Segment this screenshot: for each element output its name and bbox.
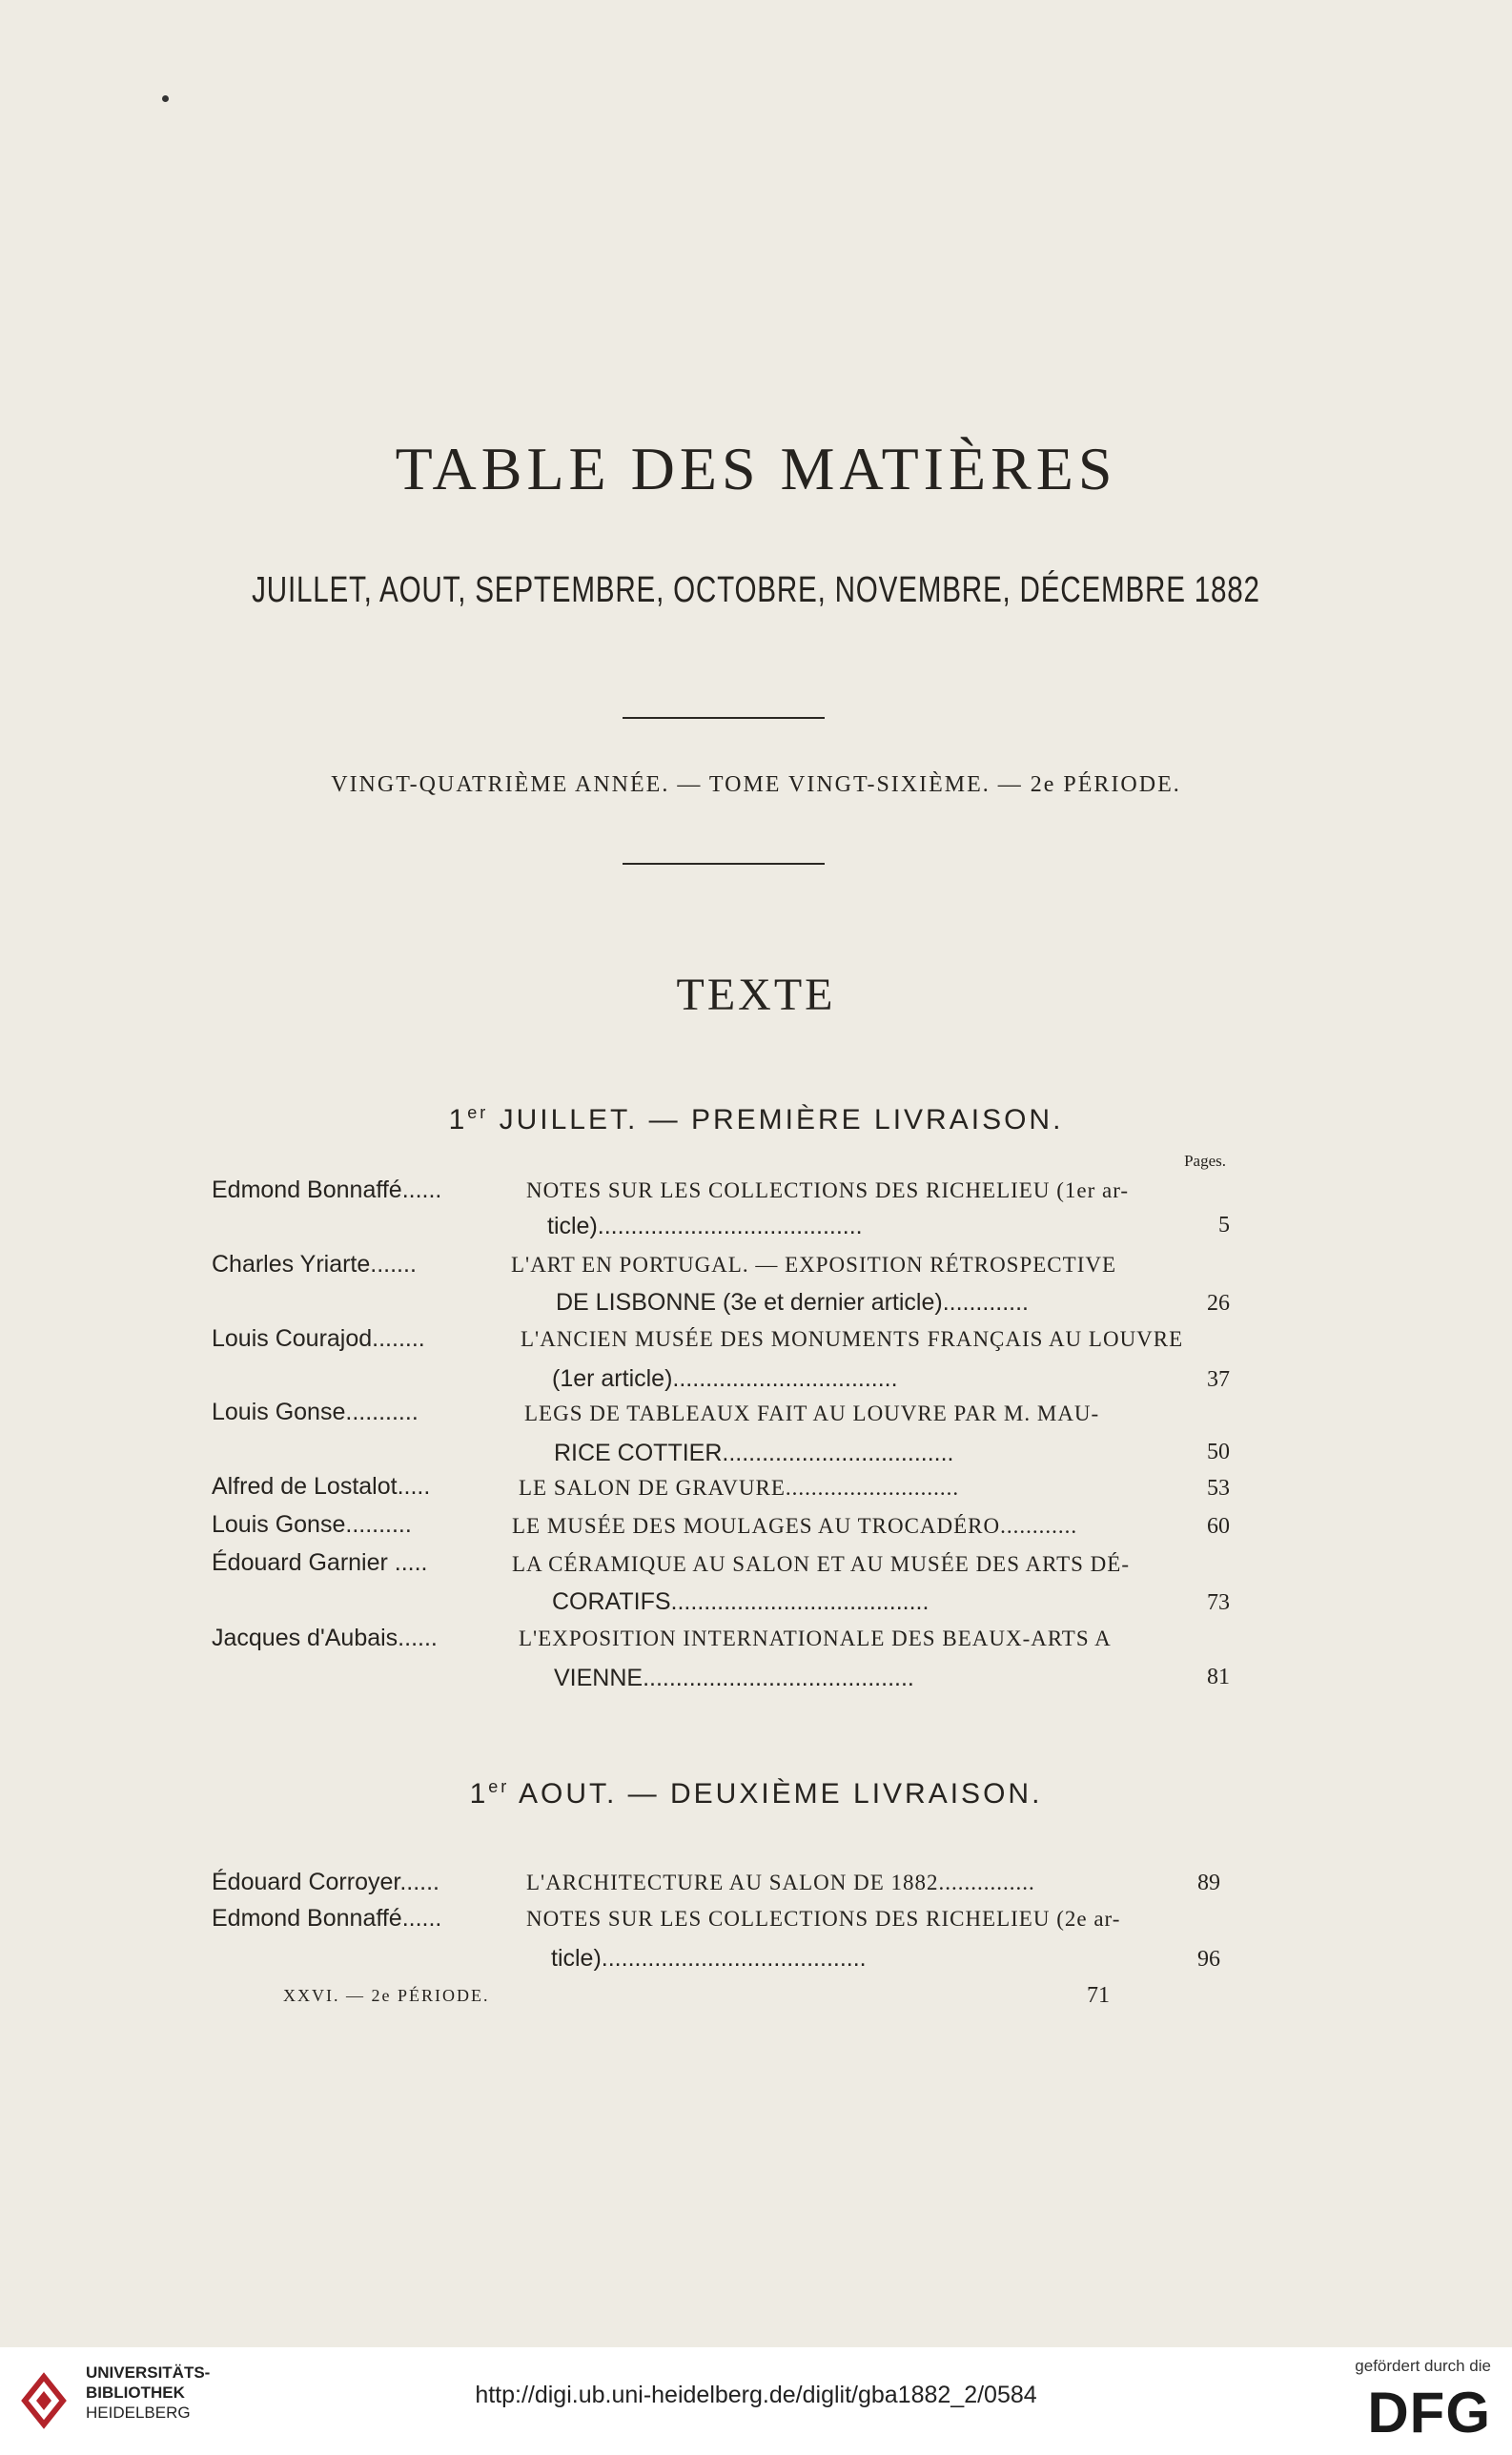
- entry-title: NOTES SUR LES COLLECTIONS DES RICHELIEU (2e ar-: [526, 1907, 1121, 1931]
- divider: [623, 863, 825, 865]
- section-title: TEXTE: [676, 970, 836, 1020]
- entry-title-cont: DE LISBONNE (3e et dernier article).............: [556, 1289, 1029, 1316]
- library-name: UNIVERSITÄTS- BIBLIOTHEK HEIDELBERG: [86, 2363, 211, 2422]
- entry-title: LEGS DE TABLEAUX FAIT AU LOUVRE PAR M. MAU-: [524, 1401, 1100, 1425]
- entry-author: Louis Courajod........: [212, 1325, 425, 1352]
- pages-column-label: Pages.: [1184, 1152, 1226, 1170]
- livraison-heading: 1er JUILLET. — PREMIÈRE LIVRAISON.: [448, 1103, 1064, 1135]
- entry-author: Charles Yriarte.......: [212, 1251, 417, 1278]
- date-range: JUILLET, AOUT, SEPTEMBRE, OCTOBRE, NOVEMBRE, DÉCEMBRE 1882: [252, 570, 1260, 610]
- entry-page: 5: [1218, 1213, 1230, 1238]
- entry-author: Edmond Bonnaffé......: [212, 1176, 442, 1203]
- volume-line: VINGT-QUATRIÈME ANNÉE. — TOME VINGT-SIXIÈME. — 2e PÉRIODE.: [331, 772, 1181, 797]
- livraison-heading: 1er AOUT. — DEUXIÈME LIVRAISON.: [469, 1777, 1043, 1810]
- entry-title-cont: CORATIFS.......................................: [552, 1588, 930, 1615]
- footer-page-number: 71: [1087, 1983, 1110, 2008]
- entry-title: L'EXPOSITION INTERNATIONALE DES BEAUX-ARTS A: [519, 1626, 1112, 1650]
- dfg-logo: DFG: [1367, 2381, 1491, 2445]
- entry-title-cont: RICE COTTIER...................................: [554, 1440, 954, 1466]
- entry-author: Jacques d'Aubais......: [212, 1625, 438, 1651]
- entry-title: LA CÉRAMIQUE AU SALON ET AU MUSÉE DES ARTS DÉ-: [512, 1552, 1130, 1576]
- entry-page: 89: [1197, 1871, 1220, 1895]
- entry-page: 96: [1197, 1947, 1220, 1972]
- entry-page: 37: [1207, 1367, 1230, 1392]
- footer-signature: XXVI. — 2e PÉRIODE.: [283, 1986, 490, 2005]
- divider: [623, 717, 825, 719]
- page-title: TABLE DES MATIÈRES: [395, 435, 1117, 502]
- entry-title-cont: VIENNE.........................................: [554, 1665, 914, 1691]
- entry-author: Louis Gonse..........: [212, 1511, 412, 1538]
- entry-title-cont: ticle)........................................: [551, 1945, 867, 1972]
- entry-author: Alfred de Lostalot.....: [212, 1473, 431, 1500]
- entry-page: 26: [1207, 1291, 1230, 1316]
- entry-title: L'ART EN PORTUGAL. — EXPOSITION RÉTROSPECTIVE: [511, 1253, 1117, 1277]
- funding-caption: gefördert durch die: [1355, 2357, 1491, 2375]
- entry-author: Édouard Corroyer......: [212, 1869, 440, 1895]
- ink-speck: [162, 95, 169, 102]
- entry-page: 60: [1207, 1514, 1230, 1539]
- entry-page: 53: [1207, 1476, 1230, 1501]
- entry-title-cont: ticle)........................................: [547, 1213, 863, 1239]
- entry-title: NOTES SUR LES COLLECTIONS DES RICHELIEU (1er ar-: [526, 1178, 1130, 1202]
- entry-title: LE SALON DE GRAVURE...........................: [519, 1476, 960, 1500]
- entry-author: Édouard Garnier .....: [212, 1549, 428, 1576]
- entry-page: 81: [1207, 1665, 1230, 1689]
- entry-title: L'ANCIEN MUSÉE DES MONUMENTS FRANÇAIS AU LOUVRE: [521, 1327, 1184, 1351]
- entry-author: Louis Gonse...........: [212, 1399, 419, 1425]
- entry-title-cont: (1er article)..................................: [552, 1365, 898, 1392]
- permalink-url[interactable]: http://digi.ub.uni-heidelberg.de/diglit/gba1882_2/0584: [475, 2382, 1037, 2408]
- entry-author: Edmond Bonnaffé......: [212, 1905, 442, 1932]
- entry-title: L'ARCHITECTURE AU SALON DE 1882...............: [526, 1871, 1035, 1894]
- entry-page: 73: [1207, 1590, 1230, 1615]
- entry-title: LE MUSÉE DES MOULAGES AU TROCADÉRO............: [512, 1514, 1078, 1538]
- entry-page: 50: [1207, 1440, 1230, 1464]
